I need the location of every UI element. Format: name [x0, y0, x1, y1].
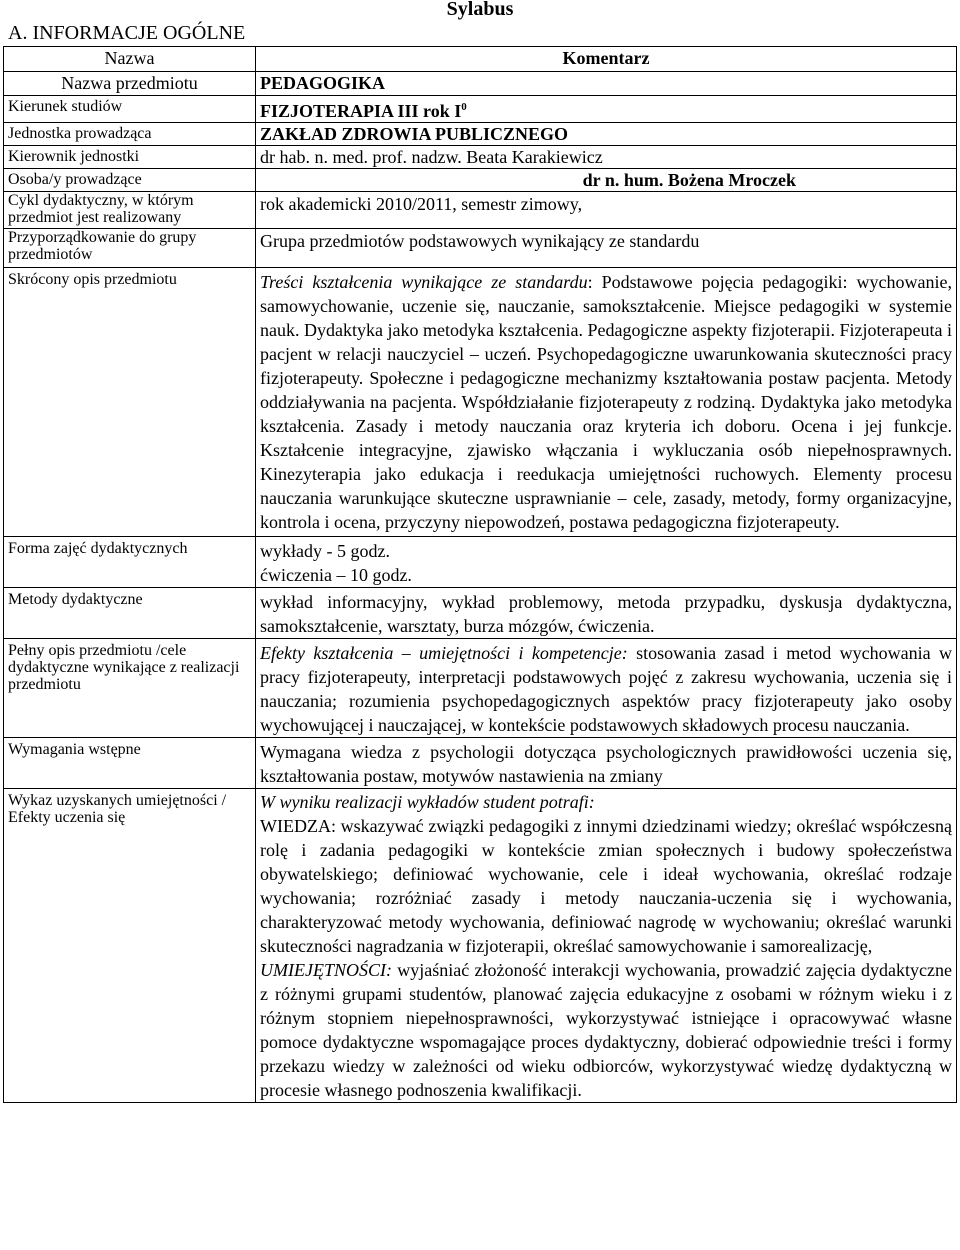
header-comment: Komentarz: [256, 47, 957, 72]
learning-outcomes: [256, 789, 957, 1103]
class-form-exercises: ćwiczenia – 10 godz.: [260, 565, 412, 585]
row-label: Nazwa przedmiotu: [4, 72, 256, 96]
row-label: Wymagania wstępne: [4, 738, 256, 789]
row-label: Cykl dydaktyczny, w którym przedmiot jest realizowany: [4, 192, 256, 229]
class-form-lectures: wykłady - 5 godz.: [260, 541, 390, 561]
table-row: [4, 192, 957, 229]
class-forms: [256, 537, 957, 588]
table-row: [4, 789, 957, 1103]
table-row: [4, 537, 957, 588]
table-row: [4, 229, 957, 268]
field-of-study-text: FIZJOTERAPIA III rok I: [260, 101, 462, 121]
table-row: [4, 123, 957, 146]
unit-head: dr hab. n. med. prof. nadzw. Beata Karakiewicz: [256, 146, 957, 169]
syllabus-table: [3, 46, 957, 1103]
table-row: [4, 169, 957, 192]
row-label: Przyporządkowanie do grupy przedmiotów: [4, 229, 256, 268]
row-label: Skrócony opis przedmiotu: [4, 268, 256, 537]
table-row: [4, 588, 957, 639]
unit-name: ZAKŁAD ZDROWIA PUBLICZNEGO: [256, 123, 957, 146]
outcomes-skills: [260, 958, 952, 1102]
full-description-text: stosowania zasad i metod wychowania w pracy fizjoterapeuty, interpretacji podstawowych pojęć z zakresu wychowania, uczenia się i nauczania; rozumienia psychopedagogicznych aspektów pracy fizjoterapeuty jako osoby wychowującej i nauczającej, w kontekście podstawowych składowych procesu nauczania.: [260, 643, 952, 735]
short-description-text: : Podstawowe pojęcia pedagogiki: wychowanie, samowychowanie, uczenie się, nauczanie, samokształcenie. Miejsce pedagogiki w systemie nauk. Dydaktyka jako metodyka kształcenia. Pedagogiczne aspekty fizjoterapii. Fizjoterapeuta i pacjent w relacji nauczyciel – uczeń. Psychopedagogiczne uwarunkowania skuteczności pracy fizjoterapeuty. Społeczne i pedagogiczne mechanizmy kształtowania postaw pacjenta. Metody oddziaływania na pacjenta. Współdziałanie fizjoterapeuty z rodziną. Dydaktyka jako metodyka kształcenia. Zasady i metody nauczania oraz kryteria ich doboru. Ocena i jej funkcje. Kształcenie integracyjne, zjawisko włączania i wykluczania osób niepełnosprawnych. Kinezyterapia jako edukacja i reedukacja umiejętności ruchowych. Elementy procesu nauczania warunkujące skuteczne usprawnianie – cele, zasady, metody, formy organizacyjne, kontrola i ocena, przyczyny niepowodzeń, postawa pedagogiczna fizjoterapeuty.: [260, 272, 952, 532]
lecturer: dr n. hum. Bożena Mroczek: [256, 169, 957, 192]
outcomes-knowledge: WIEDZA: wskazywać związki pedagogiki z innymi dziedzinami wiedzy; określać współczesną rolę i zadania pedagogiki w kontekście zmian społecznych i budowy społeczeństwa obywatelskiego; definiować wychowanie, cele i ideał wychowania, określać rodzaje wychowania; rozróżniać zasady i metody nauczania-uczenia się i wychowania, charakteryzować metody wychowania, definiować nagrodę w wychowaniu; określać warunki skuteczności nagradzania w fizjoterapii, określać samowychowanie i samorealizację,: [260, 816, 952, 956]
document-title: Sylabus: [446, 0, 514, 20]
table-row: [4, 72, 957, 96]
full-description: [256, 639, 957, 738]
field-of-study: [256, 96, 957, 123]
table-row: [4, 738, 957, 789]
full-description-lead: Efekty kształcenia – umiejętności i kompetencje:: [260, 643, 628, 663]
row-label: Wykaz uzyskanych umiejętności / Efekty uczenia się: [4, 789, 256, 1103]
row-label: Pełny opis przedmiotu /cele dydaktyczne wynikające z realizacji przedmiotu: [4, 639, 256, 738]
row-label: Osoba/y prowadzące: [4, 169, 256, 192]
table-row: [4, 268, 957, 537]
row-label: Forma zajęć dydaktycznych: [4, 537, 256, 588]
subject-name: PEDAGOGIKA: [256, 72, 957, 96]
row-label: Kierunek studiów: [4, 96, 256, 123]
prerequisites: Wymagana wiedza z psychologii dotycząca psychologicznych prawidłowości uczenia się, kształtowania postaw, motywów nastawienia na zmiany: [256, 738, 957, 789]
short-description-lead: Treści kształcenia wynikające ze standardu: [260, 272, 588, 292]
table-row: [4, 146, 957, 169]
teaching-cycle: rok akademicki 2010/2011, semestr zimowy,: [256, 192, 957, 229]
table-row: [4, 639, 957, 738]
short-description: [256, 268, 957, 537]
subject-group: Grupa przedmiotów podstawowych wynikający ze standardu: [256, 229, 957, 268]
table-row: [4, 96, 957, 123]
row-label: Metody dydaktyczne: [4, 588, 256, 639]
outcomes-skills-text: wyjaśniać złożoność interakcji wychowania, prowadzić zajęcia dydaktyczne z różnymi grupami studentów, planować zajęcia edukacyjne z osobami w różnym wieku i z różnym stopniem niepełnosprawności, wykorzystywać istniejące i opracowywać własne pomoce dydaktyczne wspomagające proces dydaktyczny, dobierać odpowiednie treści i formy przekazu wiedzy w zależności od wieku odbiorców, wykorzystywać wiedzę dydaktyczną w procesie własnego podnoszenia kwalifikacji.: [260, 960, 952, 1100]
teaching-methods: wykład informacyjny, wykład problemowy, metoda przypadku, dyskusja dydaktyczna, samokształcenie, warsztaty, burza mózgów, ćwiczenia.: [256, 588, 957, 639]
outcomes-skills-lead: UMIEJĘTNOŚCI:: [260, 960, 392, 980]
outcomes-intro: W wyniku realizacji wykładów student potrafi:: [260, 792, 595, 812]
field-of-study-sup: 0: [461, 101, 467, 113]
table-header-row: [4, 47, 957, 72]
section-title: A. INFORMACJE OGÓLNE: [8, 22, 246, 44]
header-name: Nazwa: [4, 47, 256, 72]
row-label: Jednostka prowadząca: [4, 123, 256, 146]
row-label: Kierownik jednostki: [4, 146, 256, 169]
